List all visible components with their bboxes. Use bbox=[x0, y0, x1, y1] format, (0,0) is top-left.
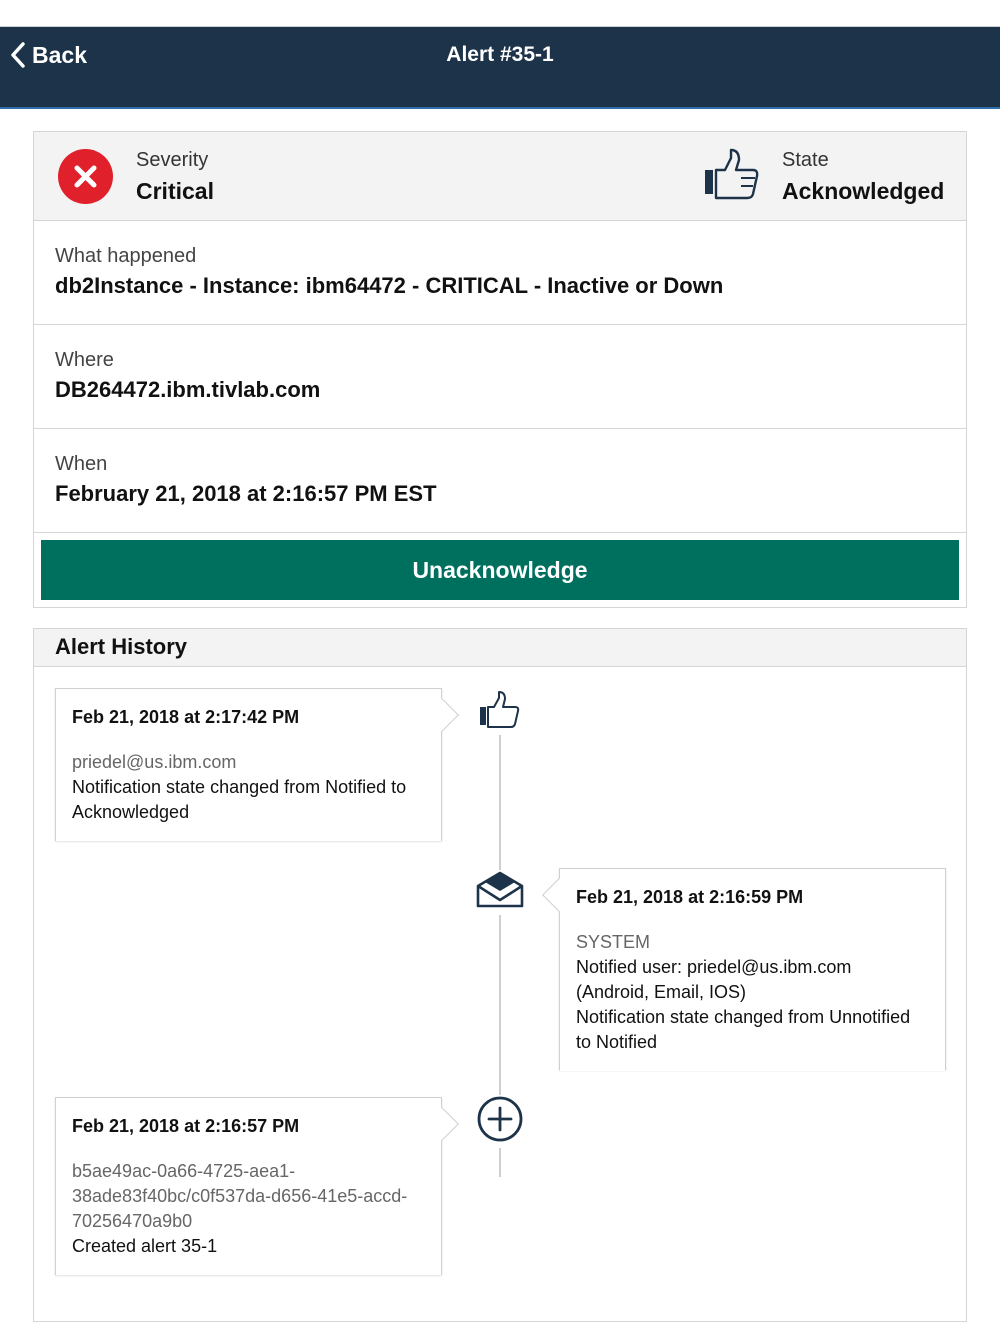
history-entry bbox=[55, 688, 442, 841]
entry-text-line: to Notified bbox=[576, 1032, 658, 1052]
alert-history-header bbox=[34, 629, 966, 667]
thumbs-up-icon bbox=[703, 148, 759, 207]
plus-circle-icon bbox=[476, 1095, 524, 1148]
state-label: State bbox=[782, 149, 829, 171]
where-label: Where bbox=[55, 349, 114, 371]
entry-date: Feb 21, 2018 at 2:16:57 PM bbox=[72, 1116, 300, 1136]
where-field bbox=[34, 325, 966, 429]
history-entry bbox=[55, 1097, 442, 1275]
what-happened-label: What happened bbox=[55, 245, 197, 267]
when-field bbox=[34, 429, 966, 533]
alert-history-card bbox=[33, 628, 967, 1322]
back-label: Back bbox=[32, 41, 87, 68]
severity-label: Severity bbox=[136, 149, 209, 171]
critical-x-icon bbox=[58, 149, 113, 204]
state-value: Acknowledged bbox=[782, 178, 945, 204]
entry-user: 38ade83f40bc/c0f537da-d656-41e5-accd- bbox=[72, 1186, 408, 1206]
entry-text-line: Notification state changed from Unnotified bbox=[576, 1007, 911, 1027]
entry-user: SYSTEM bbox=[576, 932, 651, 952]
entry-date: Feb 21, 2018 at 2:17:42 PM bbox=[72, 707, 300, 727]
alert-summary-card bbox=[33, 131, 967, 608]
when-label: When bbox=[55, 453, 108, 475]
entry-text-line: (Android, Email, IOS) bbox=[576, 982, 747, 1002]
where-value: DB264472.ibm.tivlab.com bbox=[55, 377, 321, 402]
entry-date: Feb 21, 2018 at 2:16:59 PM bbox=[576, 887, 804, 907]
severity-state-bar bbox=[34, 132, 966, 221]
page-title: Alert #35-1 bbox=[446, 43, 554, 66]
history-entry bbox=[559, 868, 946, 1070]
entry-text-line: Notified user: priedel@us.ibm.com bbox=[576, 957, 852, 977]
alert-history-title: Alert History bbox=[55, 634, 188, 659]
what-happened-value: db2Instance - Instance: ibm64472 - CRITICAL - Inactive or Down bbox=[55, 273, 724, 298]
thumbs-up-icon bbox=[478, 690, 520, 735]
status-bar bbox=[0, 0, 1000, 27]
when-value: February 21, 2018 at 2:16:57 PM EST bbox=[55, 481, 437, 506]
entry-text-line: Acknowledged bbox=[72, 802, 190, 822]
entry-user: priedel@us.ibm.com bbox=[72, 752, 237, 772]
severity-value: Critical bbox=[136, 178, 214, 204]
entry-text-line: Notification state changed from Notified to bbox=[72, 777, 407, 797]
entry-text-line: Created alert 35-1 bbox=[72, 1236, 218, 1256]
envelope-icon bbox=[475, 870, 525, 915]
what-happened-field bbox=[34, 221, 966, 325]
entry-user: b5ae49ac-0a66-4725-aea1- bbox=[72, 1161, 296, 1181]
entry-user: 70256470a9b0 bbox=[72, 1211, 193, 1231]
unacknowledge-button[interactable]: Unacknowledge bbox=[41, 540, 959, 600]
